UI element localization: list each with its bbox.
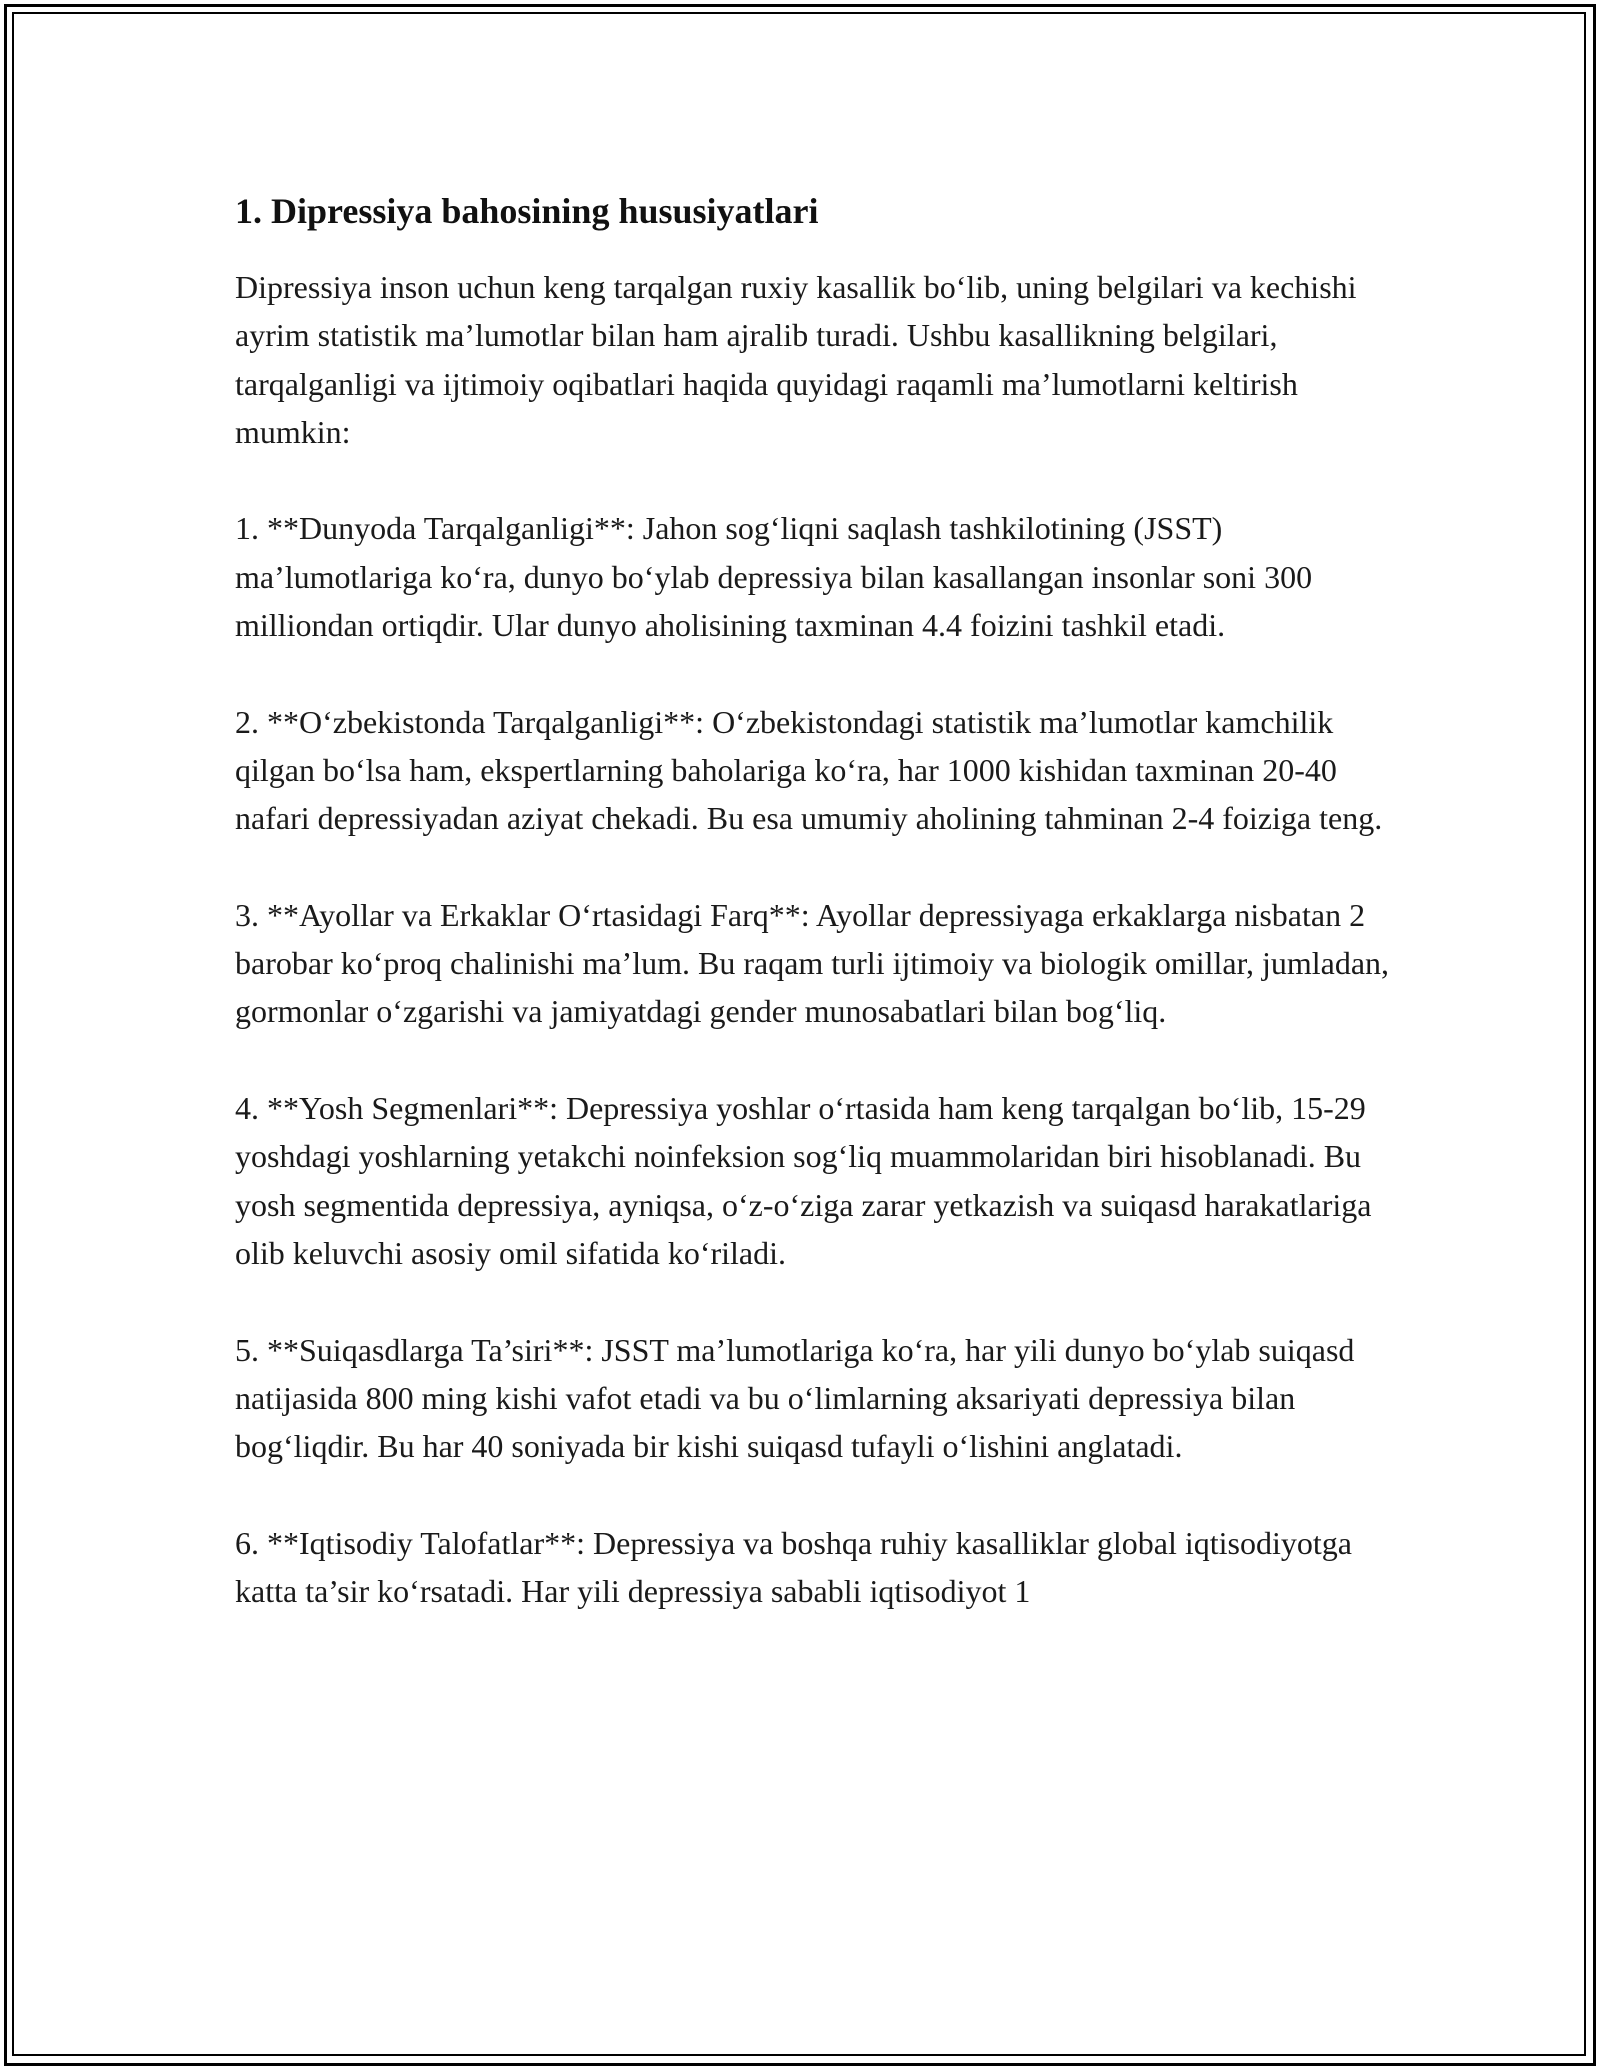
item-age-segments: 4. **Yosh Segmenlari**: Depressiya yoshlar o‘rtasida ham keng tarqalgan bo‘lib, 15-29 yoshdagi yoshlarning yetakchi noinfeksion sog‘liq muammolaridan biri hisoblanadi. Bu yosh segmentida depressiya, ayniqsa, o‘z-o‘ziga zarar yetkazish va suiqasd harakatlariga olib keluvchi asosiy omil sifatida ko‘riladi.	[235, 1090, 1372, 1271]
item-world-prevalence: 1. **Dunyoda Tarqalganligi**: Jahon sog‘liqni saqlash tashkilotining (JSST) ma’lumotlariga ko‘ra, dunyo bo‘ylab depressiya bilan kasallangan insonlar soni 300 milliondan ortiqdir. Ular dunyo aholisining taxminan 4.4 foizini tashkil etadi.	[235, 510, 1313, 644]
document-body	[235, 187, 1390, 1664]
item-gender-difference: 3. **Ayollar va Erkaklar O‘rtasidagi Farq**: Ayollar depressiyaga erkaklarga nisbatan 2 barobar ko‘proq chalinishi ma’lum. Bu raqam turli ijtimoiy va biologik omillar, jumladan, gormonlar o‘zgarishi va jamiyatdagi gender munosabatlari bilan bog‘liq.	[235, 896, 1390, 1030]
section-heading: 1. Dipressiya bahosining hususiyatlari	[235, 191, 819, 231]
item-economic-losses: 6. **Iqtisodiy Talofatlar**: Depressiya va boshqa ruhiy kasalliklar global iqtisodiyotga katta ta’sir ko‘rsatadi. Har yili depressiya sababli iqtisodiyot 1	[235, 1524, 1352, 1610]
item-suicide-impact: 5. **Suiqasdlarga Ta’siri**: JSST ma’lumotlariga ko‘ra, har yili dunyo bo‘ylab suiqasd natijasida 800 ming kishi vafot etadi va bu o‘limlarning aksariyati depressiya bilan bog‘liqdir. Bu har 40 soniyada bir kishi suiqasd tufayli o‘lishini anglatadi.	[235, 1331, 1355, 1465]
intro-paragraph: Dipressiya inson uchun keng tarqalgan ruxiy kasallik bo‘lib, uning belgilari va kechishi ayrim statistik ma’lumotlar bilan ham ajralib turadi. Ushbu kasallikning belgilari, tarqalganligi va ijtimoiy oqibatlari haqida quyidagi raqamli ma’lumotlarni keltirish mumkin:	[235, 269, 1357, 450]
item-uzbekistan-prevalence: 2. **O‘zbekistonda Tarqalganligi**: O‘zbekistondagi statistik ma’lumotlar kamchilik qilgan bo‘lsa ham, ekspertlarning baholariga ko‘ra, har 1000 kishidan taxminan 20-40 nafari depressiyadan aziyat chekadi. Bu esa umumiy aholining tahminan 2-4 foiziga teng.	[235, 703, 1383, 837]
